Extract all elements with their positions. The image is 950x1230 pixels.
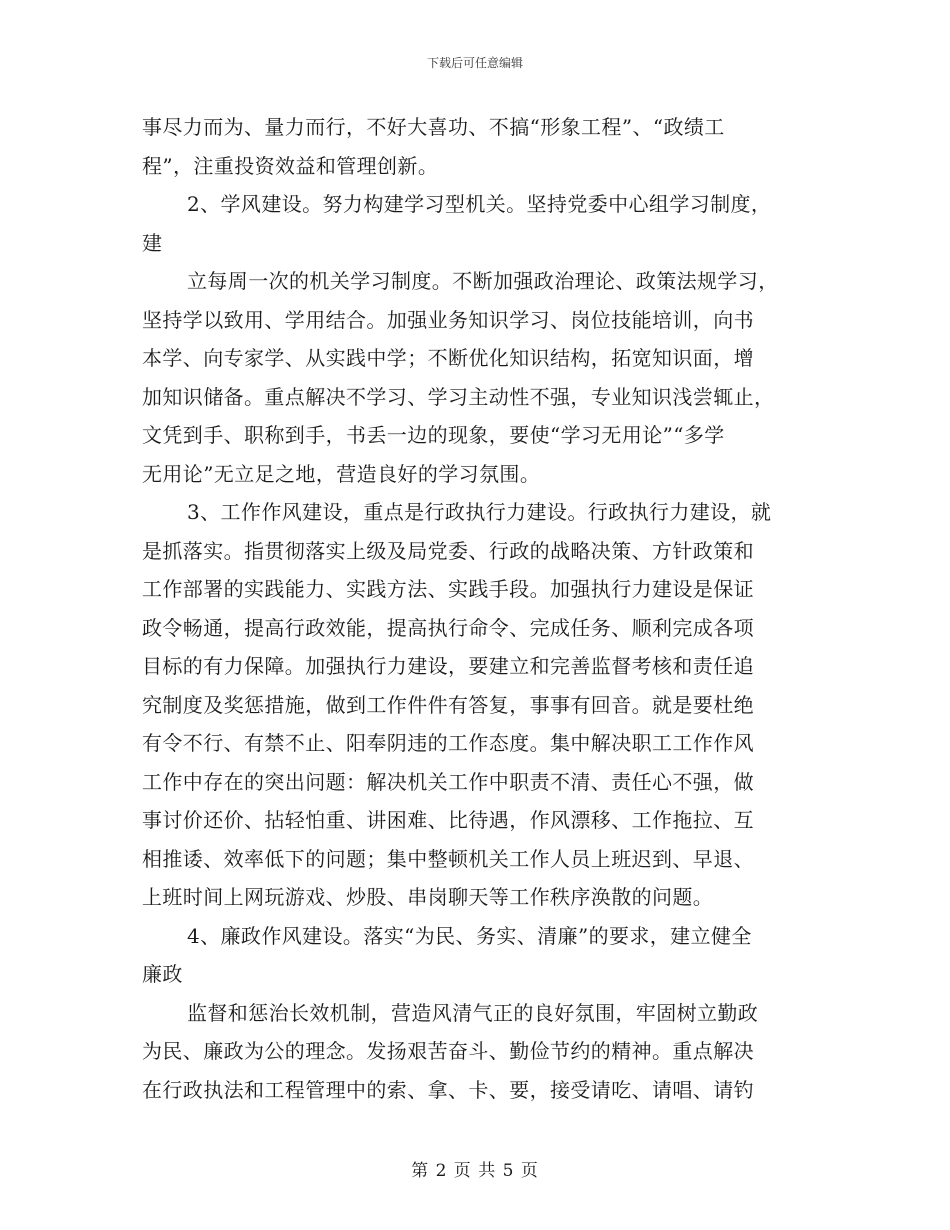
text-line: 究制度及奖惩措施，做到工作件件有答复，事事有回音。就是要杜绝 <box>142 692 754 717</box>
text-line: 为民、廉政为公的理念。发扬艰苦奋斗、勤俭节约的精神。重点解决 <box>142 1039 754 1063</box>
text-line: 在行政执法和工程管理中的索、拿、卡、要，接受请吃、请唱、请钓 <box>142 1077 754 1102</box>
text-line: 监督和惩治长效机制，营造风清气正的良好氛围，牢固树立勤政 <box>187 1000 759 1025</box>
text-line: 建 <box>142 230 163 255</box>
text-line: 立每周一次的机关学习制度。不断加强政治理论、政策法规学习， <box>187 269 779 293</box>
page-header: 下载后可任意编辑 <box>426 56 523 70</box>
text-line: 事讨价还价、拈轻怕重、讲困难、比待遇，作风漂移、工作拖拉、互 <box>142 808 754 832</box>
text-line: 相推诿、效率低下的问题；集中整顿机关工作人员上班迟到、早退、 <box>142 846 754 871</box>
text-line: 目标的有力保障。加强执行力建设，要建立和完善监督考核和责任追 <box>142 654 754 678</box>
text-line: 本学、向专家学、从实践中学；不断优化知识结构，拓宽知识面，增 <box>142 346 754 370</box>
text-line: 事尽力而为、量力而行，不好大喜功、不搞“形象工程”、“政绩工 <box>142 115 725 139</box>
text-line: 程”，注重投资效益和管理创新。 <box>142 153 439 178</box>
text-line: 文凭到手、职称到手，书丢一边的现象，要使“学习无用论”“多学 <box>142 423 725 447</box>
section-4-heading-line: 4、廉政作风建设。落实“为民、务实、清廉”的要求，建立健全 <box>187 923 752 948</box>
text-line: 加知识储备。重点解决不学习、学习主动性不强，专业知识浅尝辄止， <box>142 384 775 409</box>
page-number-footer: 第 2 页 共 5 页 <box>411 1161 539 1181</box>
text-line: 无用论”无立足之地，营造良好的学习氛围。 <box>142 461 541 486</box>
text-line: 廉政 <box>142 962 183 986</box>
document-body <box>142 108 810 1109</box>
text-line: 工作中存在的突出问题：解决机关工作中职责不清、责任心不强，做 <box>142 769 754 794</box>
text-line: 政令畅通，提高行政效能，提高执行命令、完成任务、顺利完成各项 <box>142 615 754 640</box>
section-3-heading-line: 3、工作作风建设，重点是行政执行力建设。行政执行力建设，就 <box>187 500 772 524</box>
section-2-heading-line: 2、学风建设。努力构建学习型机关。坚持党委中心组学习制度， <box>187 192 772 216</box>
text-line: 工作部署的实践能力、实践方法、实践手段。加强执行力建设是保证 <box>142 577 754 601</box>
text-line: 有令不行、有禁不止、阳奉阴违的工作态度。集中解决职工工作作风 <box>142 731 754 755</box>
text-line: 上班时间上网玩游戏、炒股、串岗聊天等工作秩序涣散的问题。 <box>142 885 714 909</box>
text-line: 坚持学以致用、学用结合。加强业务知识学习、岗位技能培训，向书 <box>142 307 754 332</box>
text-line: 是抓落实。指贯彻落实上级及局党委、行政的战略决策、方针政策和 <box>142 538 754 563</box>
